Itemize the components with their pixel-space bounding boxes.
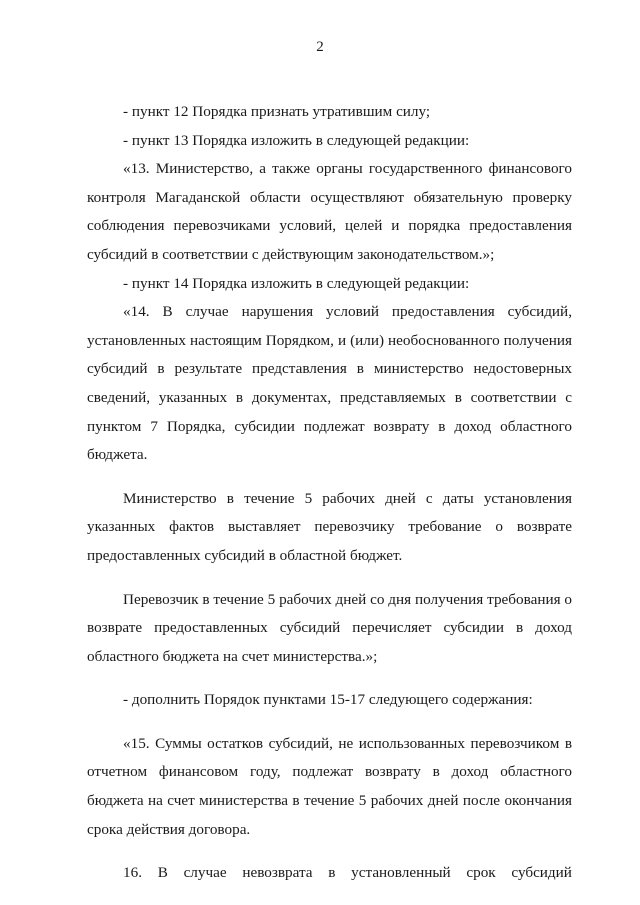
document-body (87, 98, 572, 888)
word: В (157, 864, 168, 882)
page-number: 2 (316, 39, 324, 55)
paragraph-item-16-start (87, 859, 572, 888)
word: случае (183, 864, 227, 882)
paragraph-item-15-text: «15. Суммы остатков субсидий, не использованных перевозчиком в отчетном финансовом году, подлежат возврату в доход областного бюджета на счет министерства в течение 5 рабочих дней после окончания срока действия договора. (87, 734, 572, 838)
word: субсидий (511, 864, 572, 882)
word: установленный (351, 864, 451, 882)
paragraph-item-12: - пункт 12 Порядка признать утратившим силу; (123, 103, 431, 120)
paragraph-item-13-intro: - пункт 13 Порядка изложить в следующей редакции: (123, 131, 470, 149)
paragraph-carrier-deadline: Перевозчик в течение 5 рабочих дней со дня получения требования о возврате предоставленных субсидий перечисляет субсидии в доход областного бюджета на счет министерства.»; (87, 590, 572, 665)
paragraph-items-15-17-intro: - дополнить Порядок пунктами 15-17 следующего содержания: (123, 691, 533, 709)
word: в (328, 864, 336, 882)
paragraph-item-14-text: «14. В случае нарушения условий предоставления субсидий, установленных настоящим Порядком, и (или) необоснованного получения субсидий в результате представления в министерство недостоверных сведений, указанных в документах, представляемых в соответствии с пунктом 7 Порядка, субсидии подлежат возврату в доход областного бюджета. (87, 303, 572, 464)
word: невозврата (242, 864, 313, 882)
word: срок (466, 864, 496, 882)
word: 16. (123, 864, 142, 882)
paragraph-item-14-intro: - пункт 14 Порядка изложить в следующей редакции: (123, 274, 470, 292)
paragraph-item-13-text: «13. Министерство, а также органы государственного финансового контроля Магаданской области осуществляют обязательную проверку соблюдения перевозчиками условий, целей и порядка предоставления субсидий в соответствии с действующим законодательством.»; (87, 160, 572, 263)
paragraph-ministry-deadline: Министерство в течение 5 рабочих дней с даты установления указанных фактов выставляет перевозчику требование о возврате предоставленных субсидий в областной бюджет. (87, 489, 572, 564)
